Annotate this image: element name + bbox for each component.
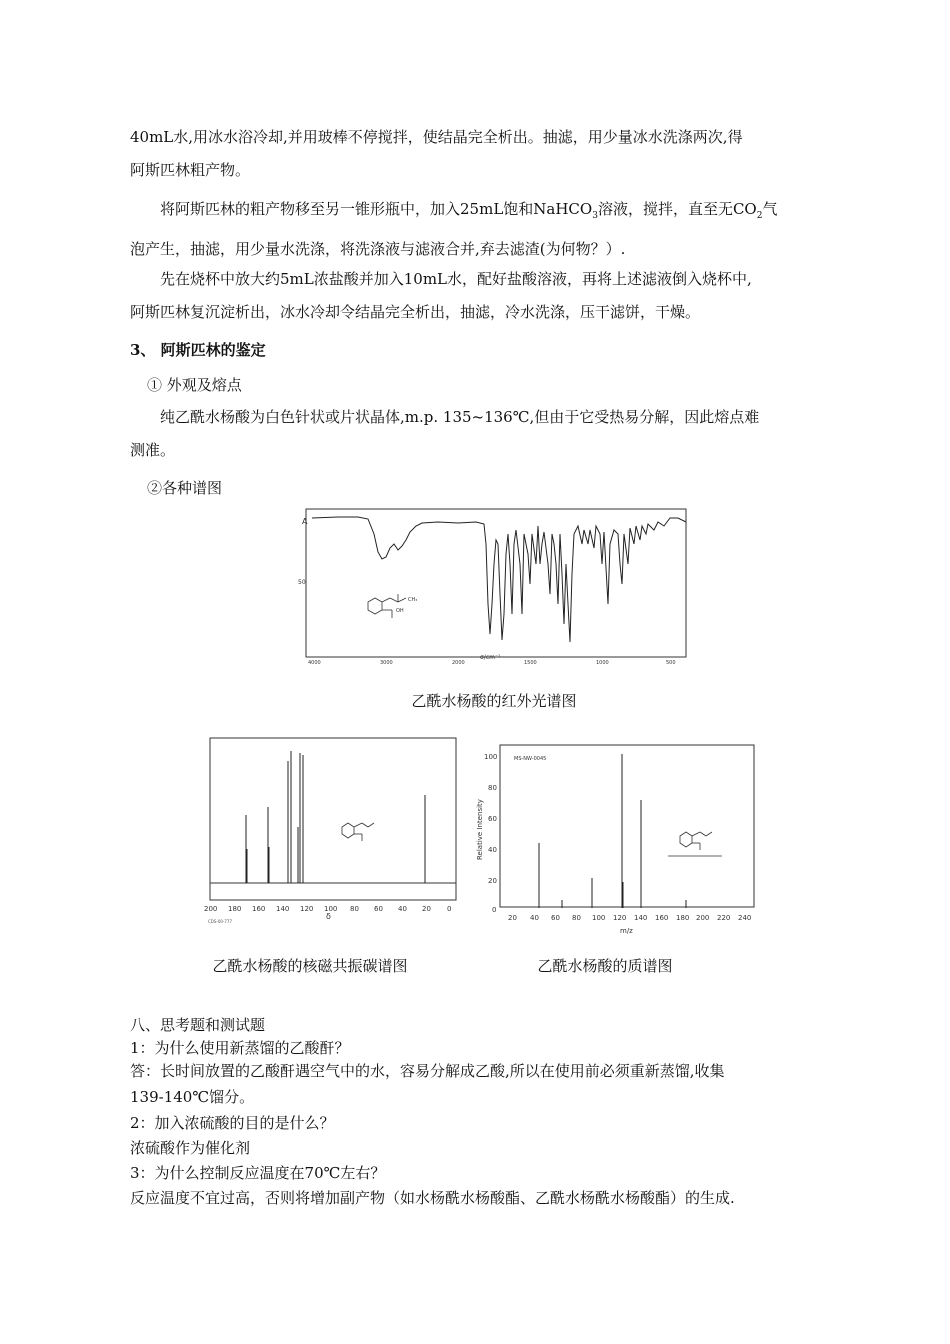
ms-x-tick: 160 bbox=[655, 914, 669, 922]
section-title: 3、 阿斯匹林的鉴定 bbox=[130, 341, 266, 359]
subsection-title: ① 外观及熔点 bbox=[147, 376, 242, 394]
ms-id: MS-NW-0045 bbox=[514, 756, 547, 762]
nmr-x-tick: 120 bbox=[300, 905, 314, 913]
ms-spectrum-figure bbox=[470, 740, 762, 936]
ir-molecule-structure bbox=[368, 594, 417, 618]
nmr-x-tick: 0 bbox=[447, 905, 452, 913]
question-1: 1：为什么使用新蒸馏的乙酸酐？ bbox=[130, 1039, 350, 1057]
ir-x-tick: 1500 bbox=[524, 660, 537, 664]
nmr-spectrum-figure bbox=[200, 735, 462, 931]
nmr-molecule-structure bbox=[342, 823, 374, 841]
ms-peaks bbox=[539, 754, 686, 908]
ir-y-mid-label: 50 bbox=[298, 579, 306, 586]
nmr-peaks bbox=[246, 751, 425, 883]
ms-x-tick: 240 bbox=[738, 914, 752, 922]
answer-2: 浓硫酸作为催化剂 bbox=[130, 1139, 251, 1157]
svg-text:CH₃: CH₃ bbox=[408, 597, 418, 603]
ms-x-tick: 180 bbox=[676, 914, 690, 922]
ms-y-tick: 20 bbox=[488, 877, 497, 885]
nmr-x-tick: 140 bbox=[276, 905, 290, 913]
ir-x-label: σ/cm⁻¹ bbox=[480, 654, 501, 661]
ms-y-label: Relative Intensity bbox=[476, 799, 484, 860]
nmr-x-tick: 180 bbox=[228, 905, 242, 913]
subsection-title: ②各种谱图 bbox=[147, 479, 223, 497]
ms-y-tick: 0 bbox=[492, 906, 497, 914]
paragraph-mp bbox=[130, 401, 830, 467]
nmr-x-tick: 160 bbox=[252, 905, 266, 913]
ms-x-tick: 40 bbox=[530, 914, 539, 922]
ms-molecule-structure bbox=[668, 832, 722, 856]
ms-y-tick: 100 bbox=[484, 753, 498, 761]
paragraph-reprecipitation bbox=[130, 263, 830, 329]
ms-x-ticks bbox=[508, 914, 751, 922]
ms-x-tick: 120 bbox=[613, 914, 627, 922]
paragraph-nahco3 bbox=[130, 193, 830, 266]
ir-x-tick: 500 bbox=[666, 660, 676, 664]
ir-x-tick: 2000 bbox=[452, 660, 465, 664]
ms-x-tick: 100 bbox=[592, 914, 606, 922]
text-line: 测准。 bbox=[130, 441, 176, 459]
ir-trace bbox=[312, 517, 686, 642]
ms-y-ticks bbox=[484, 753, 497, 914]
section-title: 八、思考题和测试题 bbox=[130, 1016, 266, 1034]
ms-y-tick: 60 bbox=[488, 815, 497, 823]
ir-caption: 乙酰水杨酸的红外光谱图 bbox=[411, 692, 577, 710]
ms-x-tick: 20 bbox=[508, 914, 517, 922]
text-line: 阿斯匹林粗产物。 bbox=[130, 161, 251, 179]
ir-y-top-label: A bbox=[302, 517, 308, 526]
ir-x-tick: 3000 bbox=[380, 660, 393, 664]
svg-text:OH: OH bbox=[396, 608, 404, 614]
nmr-x-tick: 200 bbox=[204, 905, 218, 913]
ir-x-tick: 4000 bbox=[308, 660, 321, 664]
ms-x-tick: 60 bbox=[551, 914, 560, 922]
ms-x-tick: 140 bbox=[634, 914, 648, 922]
question-2: 2：加入浓硫酸的目的是什么？ bbox=[130, 1114, 335, 1132]
paragraph-crystallization bbox=[130, 121, 830, 187]
nmr-x-tick: 20 bbox=[422, 905, 431, 913]
answer-3: 反应温度不宜过高，否则将增加副产物（如水杨酰水杨酸酯、乙酰水杨酰水杨酸酯）的生成. bbox=[130, 1189, 735, 1207]
text-line: 40mL水,用冰水浴冷却,并用玻棒不停搅拌，使结晶完全析出。抽滤，用少量冰水洗涤两次,得 bbox=[130, 128, 743, 146]
ir-x-tick: 1000 bbox=[596, 660, 609, 664]
ms-x-tick: 200 bbox=[696, 914, 710, 922]
ms-x-tick: 220 bbox=[717, 914, 731, 922]
ms-x-label: m/z bbox=[620, 927, 633, 935]
nmr-x-tick: 40 bbox=[398, 905, 407, 913]
nmr-x-label: δ bbox=[326, 912, 331, 921]
nmr-code: CDS-00-777 bbox=[208, 919, 233, 924]
text-line: 泡产生，抽滤，用少量水洗涤，将洗涤液与滤液合并,弃去滤渣(为何物？）. bbox=[130, 240, 626, 258]
text-line: 纯乙酰水杨酸为白色针状或片状晶体,m.p. 135~136℃,但由于它受热易分解，因此熔点难 bbox=[160, 408, 760, 426]
ms-y-tick: 80 bbox=[488, 784, 497, 792]
text-line: 阿斯匹林复沉淀析出，冰水冷却令结晶完全析出，抽滤，冷水洗涤，压干滤饼，干燥。 bbox=[130, 303, 701, 321]
text-line: 先在烧杯中放大约5mL浓盐酸并加入10mL水，配好盐酸溶液，再将上述滤液倒入烧杯中, bbox=[160, 270, 752, 288]
text-line: 将阿斯匹林的粗产物移至另一锥形瓶中，加入25mL饱和NaHCO$_3$溶液，搅拌，直至无$CO_2$气 bbox=[160, 200, 778, 221]
ms-caption: 乙酰水杨酸的质谱图 bbox=[537, 957, 673, 975]
question-3: 3：为什么控制反应温度在70℃左右？ bbox=[130, 1164, 386, 1182]
nmr-x-tick: 60 bbox=[374, 905, 383, 913]
ms-x-tick: 80 bbox=[572, 914, 581, 922]
nmr-x-tick: 100 bbox=[324, 905, 338, 913]
ir-spectrum-figure bbox=[298, 504, 690, 664]
answer-1 bbox=[130, 1058, 830, 1110]
text-line: 139-140℃馏分。 bbox=[130, 1088, 255, 1106]
ms-y-tick: 40 bbox=[488, 846, 497, 854]
nmr-caption: 乙酰水杨酸的核磁共振碳谱图 bbox=[212, 957, 408, 975]
nmr-x-tick: 80 bbox=[350, 905, 359, 913]
text-line: 答：长时间放置的乙酸酐遇空气中的水，容易分解成乙酸,所以在使用前必须重新蒸馏,收集 bbox=[130, 1062, 725, 1080]
